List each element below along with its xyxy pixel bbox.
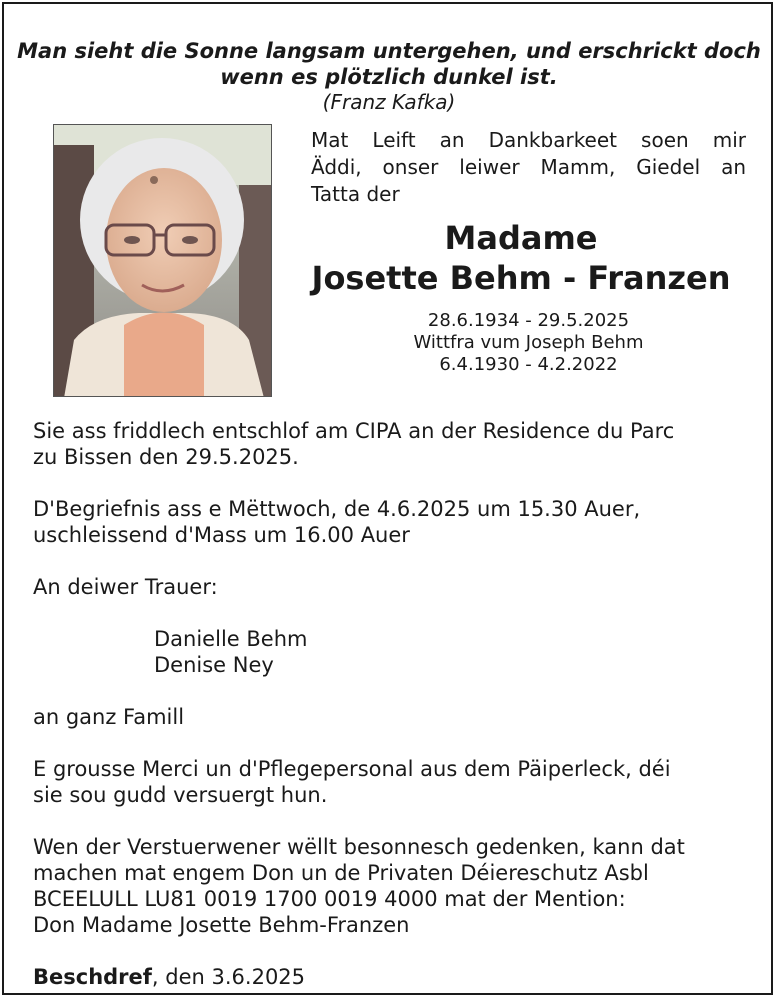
quote-author: (Franz Kafka)	[322, 90, 456, 114]
spouse-dates: 6.4.1930 - 4.2.2022	[439, 354, 618, 375]
donation-line-2: machen mat engem Don un de Privaten Déiereschutz Asbl	[33, 861, 649, 885]
thanks-line-1: E grousse Merci un d'Pflegepersonal aus dem Päiperleck, déi	[33, 757, 671, 781]
quote-line-1: Man sieht die Sonne langsam untergehen, und erschrickt doch	[17, 39, 761, 63]
donation-line-1: Wen der Verstuerwener wëllt besonnesch gedenken, kann dat	[33, 835, 685, 859]
quote	[0, 38, 778, 90]
donation-line-4: Don Madame Josette Behm-Franzen	[33, 913, 410, 937]
mourner-1: Danielle Behm	[154, 627, 308, 651]
family-line: an ganz Famill	[33, 705, 185, 729]
deceased-name: Josette Behm - Franzen	[311, 259, 731, 297]
intro-line-1: Mat Leift an Dankbarkeet soen mir	[311, 128, 746, 152]
portrait-photo-icon	[54, 125, 272, 397]
dates-block	[311, 310, 746, 376]
quote-line-2: wenn es plötzlich dunkel ist.	[220, 65, 558, 89]
mourner-2: Denise Ney	[154, 653, 274, 677]
deceased-title: Madame	[444, 219, 598, 257]
deceased-name-block	[311, 218, 731, 298]
funeral-line-1: D'Begriefnis ass e Mëttwoch, de 4.6.2025 um 15.30 Auer,	[33, 497, 641, 521]
intro-line-2: Äddi, onser leiwer Mamm, Giedel an	[311, 155, 746, 179]
place: Beschdref	[33, 965, 152, 989]
passing-line-2: zu Bissen den 29.5.2025.	[33, 445, 299, 469]
passing-line-1: Sie ass friddlech entschlof am CIPA an der Residence du Parc	[33, 419, 675, 443]
intro-text	[311, 127, 746, 208]
date: , den 3.6.2025	[151, 965, 306, 989]
donation-line-3: BCEELULL LU81 0019 1700 0019 4000 mat der Mention:	[33, 887, 626, 911]
thanks-line-2: sie sou gudd versuergt hun.	[33, 783, 328, 807]
portrait-photo	[53, 124, 272, 397]
intro-line-3: Tatta der	[311, 182, 400, 206]
widow-of: Wittfra vum Joseph Behm	[413, 332, 644, 353]
funeral-line-2: uschleissend d'Mass um 16.00 Auer	[33, 523, 410, 547]
mourners-heading: An deiwer Trauer:	[33, 575, 218, 599]
notice-body	[33, 418, 753, 990]
life-dates: 28.6.1934 - 29.5.2025	[427, 310, 630, 331]
signature-line	[33, 964, 753, 990]
